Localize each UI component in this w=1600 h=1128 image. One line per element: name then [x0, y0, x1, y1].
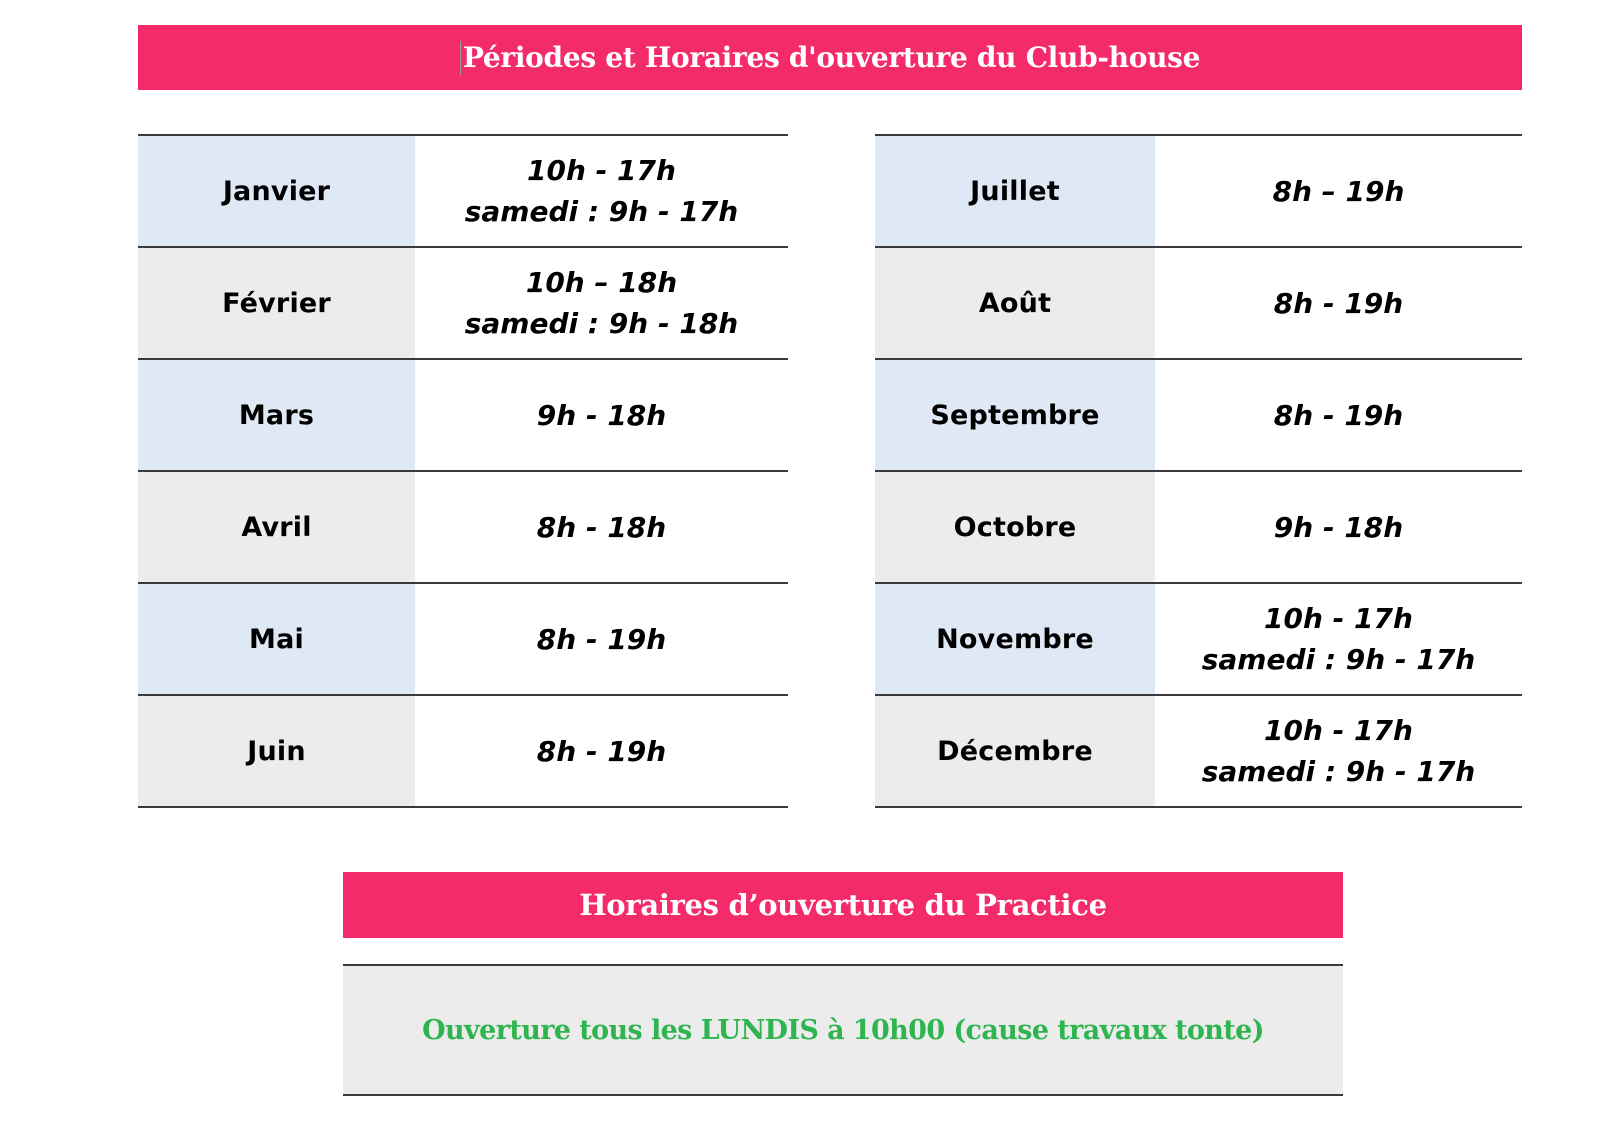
saturday-hours: samedi : 9h - 17h — [1201, 643, 1476, 676]
hours-cell — [415, 247, 788, 359]
hours-cell — [1155, 695, 1522, 807]
opening-hours: 10h - 17h — [1264, 602, 1413, 635]
schedule-row — [138, 359, 788, 471]
clubhouse-hours-table-left — [138, 134, 788, 808]
schedule-row — [875, 471, 1522, 583]
month-cell: Octobre — [875, 471, 1155, 583]
opening-hours: 8h - 19h — [536, 734, 667, 768]
month-cell: Mars — [138, 359, 415, 471]
saturday-hours: samedi : 9h - 17h — [464, 195, 739, 228]
hours-cell — [1155, 359, 1522, 471]
month-cell: Septembre — [875, 359, 1155, 471]
opening-hours: 8h - 19h — [1273, 398, 1404, 432]
practice-note: Ouverture tous les LUNDIS à 10h00 (cause travaux tonte) — [422, 1014, 1264, 1046]
practice-title: Horaires d’ouverture du Practice — [579, 888, 1107, 922]
schedule-row — [875, 247, 1522, 359]
schedule-row — [138, 135, 788, 247]
month-cell: Janvier — [138, 135, 415, 247]
hours-cell — [415, 135, 788, 247]
opening-hours: 8h - 19h — [1273, 286, 1404, 320]
schedule-row — [875, 135, 1522, 247]
schedule-row — [875, 695, 1522, 807]
schedule-row — [138, 583, 788, 695]
practice-info-box — [343, 964, 1343, 1096]
hours-cell — [415, 471, 788, 583]
hours-cell — [415, 583, 788, 695]
opening-hours: 8h - 19h — [536, 622, 667, 656]
hours-cell — [1155, 135, 1522, 247]
saturday-hours: samedi : 9h - 17h — [1201, 755, 1476, 788]
opening-hours: 8h – 19h — [1272, 174, 1405, 208]
opening-hours: 9h - 18h — [536, 398, 667, 432]
month-cell: Juin — [138, 695, 415, 807]
schedule-row — [875, 583, 1522, 695]
clubhouse-title: Périodes et Horaires d'ouverture du Club-house — [462, 41, 1201, 74]
month-cell: Avril — [138, 471, 415, 583]
month-cell: Juillet — [875, 135, 1155, 247]
month-cell: Mai — [138, 583, 415, 695]
clubhouse-title-banner — [138, 25, 1522, 90]
text-cursor — [460, 41, 461, 75]
opening-hours: 10h - 17h — [1264, 714, 1413, 747]
schedule-row — [138, 247, 788, 359]
opening-hours: 10h – 18h — [525, 266, 678, 299]
clubhouse-hours-table-right — [875, 134, 1522, 808]
month-cell: Décembre — [875, 695, 1155, 807]
month-cell: Août — [875, 247, 1155, 359]
month-cell: Février — [138, 247, 415, 359]
hours-cell — [415, 359, 788, 471]
hours-cell — [1155, 583, 1522, 695]
opening-hours: 10h - 17h — [527, 154, 676, 187]
schedule-row — [875, 359, 1522, 471]
opening-hours: 8h - 18h — [536, 510, 667, 544]
hours-cell — [1155, 471, 1522, 583]
hours-cell — [415, 695, 788, 807]
schedule-row — [138, 695, 788, 807]
opening-hours: 9h - 18h — [1273, 510, 1404, 544]
hours-cell — [1155, 247, 1522, 359]
saturday-hours: samedi : 9h - 18h — [464, 307, 739, 340]
month-cell: Novembre — [875, 583, 1155, 695]
schedule-row — [138, 471, 788, 583]
practice-title-banner — [343, 872, 1343, 938]
